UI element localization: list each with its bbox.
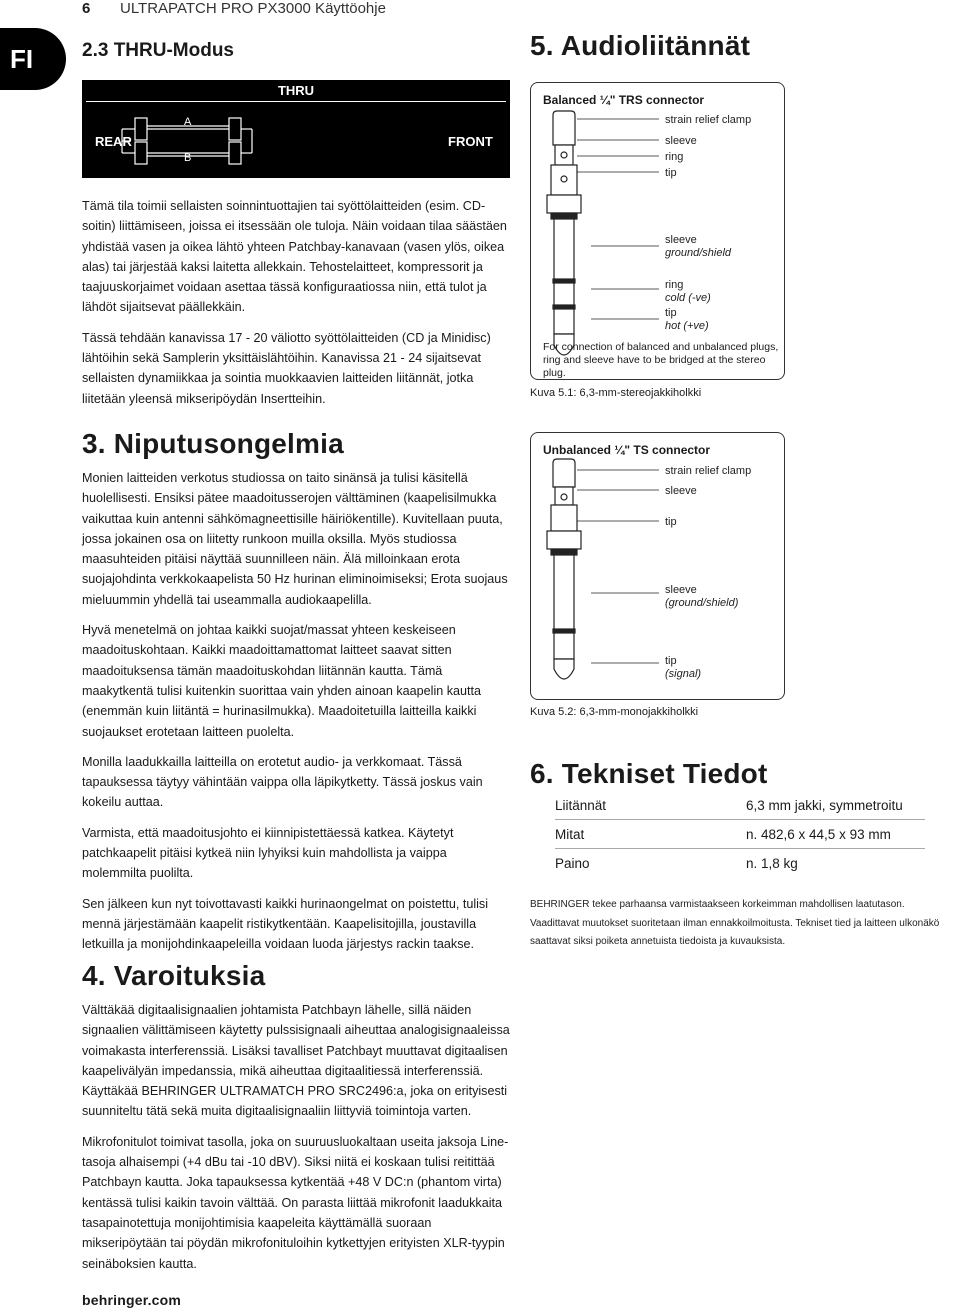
note-line: ring and sleeve have to be bridged at the stereo plug. xyxy=(543,354,766,379)
trs-connector-diagram xyxy=(530,82,785,380)
tip-text: tip xyxy=(665,655,677,667)
spec-row xyxy=(555,856,925,871)
thru-wiring-icon xyxy=(82,80,510,178)
tip-text: tip xyxy=(665,307,677,319)
spec-row xyxy=(555,827,925,842)
paragraph: Sen jälkeen kun nyt toivottavasti kaikki hurinaongelmat on poistettu, tulisi mennä järjestämään kaapelit ristikytkentään. Kaapelisitojilla, joustavilla letkuilla ja monijohdinkaapeleilla voidaan luoda järjestys rackin taakse. xyxy=(82,896,489,952)
paragraph: Monilla laadukkailla laitteilla on erotetut audio- ja verkkomaat. Tässä tapauksessa täytyy vähintään vaippa olla läpikytketty. Tässä joskus vain kokeilu auttaa. xyxy=(82,754,483,810)
spec-label: Mitat xyxy=(555,827,585,842)
tip-top-label: tip xyxy=(665,167,677,179)
section-3-text xyxy=(82,468,512,965)
thru-diagram-title: THRU xyxy=(277,83,315,98)
ring-label xyxy=(665,279,711,305)
strain-relief-label: strain relief clamp xyxy=(665,465,752,477)
sleeve-top-label: sleeve xyxy=(665,485,697,497)
section-heading-warnings: 4. Varoituksia xyxy=(82,960,266,991)
tip-top-label: tip xyxy=(665,516,677,528)
ring-sub: cold (-ve) xyxy=(665,292,711,304)
channel-a-label: A xyxy=(184,116,192,128)
sleeve-label xyxy=(665,234,731,260)
paragraph: Tämä tila toimii sellaisten soinnintuottajien tai syöttölaitteiden (esim. CD-soitin) liittämiseen, joissa ei itsessään ole tuloja. Näin voidaan tilaa säästäen yhdistää vasen ja oikea lähtö yhteen Patchbay-kanavaan (vasen ylös, oikea alas) tai järjestää kaksi laitetta allekkain. Tehostelaitteet, kompressorit ja taajuuskorjaimet voidaan asettaa tässä konfiguraatiossa niin, että tulot ja lähdöt sijaitsevat päällekkäin. xyxy=(82,199,507,315)
sleeve-top-label: sleeve xyxy=(665,135,697,147)
spec-value: 6,3 mm jakki, symmetroitu xyxy=(746,798,903,813)
paragraph: Välttäkää digitaalisignaalien johtamista Patchbayn lähelle, sillä näiden signaalien välittämiseen käytetty pulssisignaali aiheuttaa analogisignaaleissa voimakasta interferenssiä. Lisäksi tavalliset Patchbayt muuttavat digitaalisen kaapelivälyän impedanssia, mikä aiheuttaa digitaalitiessä interferenssiä. Käyttäkää BEHRINGER ULTRAMATCH PRO SRC2496:a, joka on erityisesti suunniteltu tätä sekä muita digitaalisignaaliin liittyviä toimintoja varten. xyxy=(82,1003,510,1119)
tip-sub: hot (+ve) xyxy=(665,320,709,332)
tip-label xyxy=(665,655,701,681)
trs-diagram-title: Balanced ¼" TRS connector xyxy=(543,93,705,107)
figure-caption-trs: Kuva 5.1: 6,3-mm-stereojakkiholkki xyxy=(530,387,702,399)
section-heading-specs: 6. Tekniset Tiedot xyxy=(530,758,768,789)
sleeve-text: sleeve xyxy=(665,584,697,596)
section-2-3-text xyxy=(82,196,512,419)
ts-diagram-title: Unbalanced ¼" TS connector xyxy=(543,443,711,457)
spec-divider xyxy=(555,819,925,820)
sleeve-sub: (ground/shield) xyxy=(665,597,739,609)
section-heading-grounding: 3. Niputusongelmia xyxy=(82,428,344,459)
spec-value: n. 1,8 kg xyxy=(746,856,798,871)
strain-relief-label: strain relief clamp xyxy=(665,114,752,126)
paragraph: Varmista, että maadoitusjohto ei kiinnipistettäessä katkea. Käytetyt patchkaapelit pitäisi kytkeä niin lyhyiksi kuin mahdollista ja vaippa molemmilta puolilta. xyxy=(82,825,454,881)
sleeve-text: sleeve xyxy=(665,234,697,246)
manual-title: ULTRAPATCH PRO PX3000 Käyttöohje xyxy=(120,0,386,17)
ring-top-label: ring xyxy=(665,151,684,163)
sleeve-label xyxy=(665,584,738,610)
ring-text: ring xyxy=(665,279,684,291)
rear-label: REAR xyxy=(95,134,132,149)
figure-caption-ts: Kuva 5.2: 6,3-mm-monojakkiholkki xyxy=(530,706,699,718)
spec-divider xyxy=(555,848,925,849)
tip-label xyxy=(665,307,709,333)
section-heading-audio-connections: 5. Audioliitännät xyxy=(530,30,751,61)
disclaimer-text: BEHRINGER tekee parhaansa varmistaakseen korkeimman mahdollisen laatutason. Vaadittavat muutokset suoritetaan ilman ennakkoilmoitusta. Tekniset tied ja laitteen ulkonäkö saattavat siksi poiketa annetuista tiedoista ja kuvauksista. xyxy=(530,899,940,947)
spec-label: Paino xyxy=(555,856,590,871)
paragraph: Monien laitteiden verkotus studiossa on taito sinänsä ja tulisi käsitellä huolellisesti. Ensiksi pätee maadoitusserojen välttäminen (kaapelisilmukka vaikuttaa kuin antenni sähkömagneettisille häiriökentille). Kuvitellaan puuta, jossa jokainen osa on liitetty runkoon muilla oksilla. Myös studiossa maasuhteiden pitäisi näyttää suunnilleen näin. Älä milloinkaan erota suojajohdinta verkkokaapelista 50 Hz hurinan eliminoimiseksi; Erota suojaus mieluummin yhdellä tai useammalla audiokaapelilla. xyxy=(82,471,508,607)
ts-connector-diagram xyxy=(530,432,785,700)
language-badge: FI xyxy=(0,28,66,90)
front-label: FRONT xyxy=(448,134,493,149)
spec-row xyxy=(555,798,925,813)
section-heading-thru-mode: 2.3 THRU-Modus xyxy=(82,40,234,61)
sleeve-sub: ground/shield xyxy=(665,247,732,259)
spec-value: n. 482,6 x 44,5 x 93 mm xyxy=(746,827,891,842)
note-line: For connection of balanced and unbalanced plugs, xyxy=(543,341,779,353)
paragraph: Tässä tehdään kanavissa 17 - 20 väliotto syöttölaitteiden (CD ja Minidisc) lähtöihin sekä Samplerin yksittäislähtöihin. Kanavissa 21 - 24 sijaitsevat sellaisten dynamiikkaa ja sointia muokkaavien laitteiden liitännät, jotka liitetään yleensä mikseripöydän Insertteihin. xyxy=(82,330,491,406)
section-4-text xyxy=(82,1000,512,1284)
page-number: 6 xyxy=(82,0,91,17)
paragraph: Hyvä menetelmä on johtaa kaikki suojat/massat yhteen keskeiseen maadoituskohtaan. Kaikki maadoittamattomat laitteet saavat sitten maadoituksensa tämän maadoituskohdan liitännän kautta. Tämä maakytkentä tulisi kuitenkin suorittaa vain yhden ainoan kaapelin kautta (enemmän kuin liitäntä = hurinasilmukka). Maadoitetuilla laitteilla kaikki suojaukset erotetaan laitteen puolelta. xyxy=(82,623,482,739)
trs-plug-icon xyxy=(531,83,786,381)
footer-brand: behringer.com xyxy=(82,1292,182,1308)
spec-label: Liitännät xyxy=(555,798,607,813)
paragraph: Mikrofonitulot toimivat tasolla, joka on suuruusluokaltaan useita jaksoja Line-tasoja alhaisempi (+4 dBu tai -10 dBV). Siksi niitä ei koskaan tulisi reitittää Patchbayn kautta. Joka tapauksessa kytkentää +48 V DC:n (phantom virta) kentässä tulisi kaikin tavoin välttää. On parasta liittää mikrofonit laadukkaita tasapainotettuja monijohtimisia kaapeleita käyttämällä suoraan mikseripöytään tai pöydän mikrofonituloihin kytkettyjen erityisten XLR-tyypin seinäboksien kautta. xyxy=(82,1134,509,1271)
thru-diagram xyxy=(82,80,510,178)
tip-sub: (signal) xyxy=(665,668,702,680)
trs-note xyxy=(543,341,784,380)
channel-b-label: B xyxy=(184,152,192,164)
